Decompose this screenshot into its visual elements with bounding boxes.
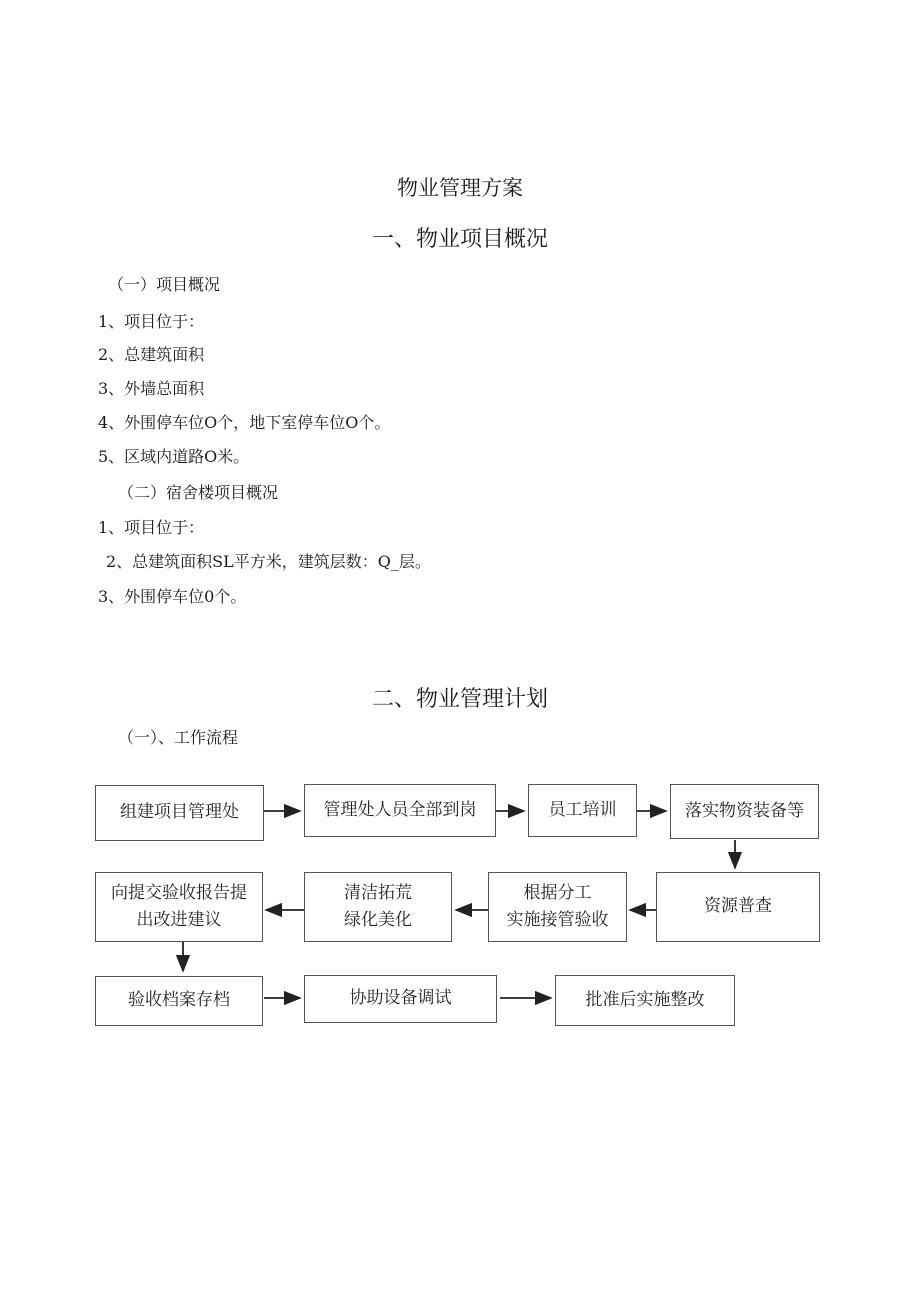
flow-step-label: 协助设备调试	[349, 988, 452, 1009]
flow-step-label: 清洁拓荒	[344, 882, 412, 903]
list-item: 3、外墙总面积	[98, 379, 205, 398]
section1-sub1-heading: （一）项目概况	[108, 275, 221, 294]
flow-step-label: 批准后实施整改	[585, 989, 705, 1010]
flow-step-setup-office	[95, 785, 264, 841]
flow-step-staff-training	[528, 784, 637, 837]
section1-sub2-heading: （二）宿舍楼项目概况	[118, 483, 279, 502]
flow-step-takeover-inspection	[488, 872, 627, 942]
list-item: 2、总建筑面积	[98, 345, 205, 364]
flow-step-submit-report	[95, 872, 263, 942]
section2-sub1-heading: （一）、工作流程	[118, 728, 239, 747]
flow-step-label: 出改进建议	[136, 910, 222, 930]
list-item: 3、外围停车位0个。	[98, 587, 247, 606]
flow-step-equipment-debug	[304, 975, 497, 1023]
flow-step-label: 向提交验收报告提	[111, 882, 247, 903]
list-item: 4、外围停车位O个，地下室停车位O个。	[98, 413, 391, 432]
flow-step-equipment	[670, 784, 819, 839]
list-item: 5、区域内道路O米。	[98, 447, 250, 466]
flow-step-label: 根据分工	[523, 882, 592, 903]
document-title: 物业管理方案	[397, 176, 523, 200]
section2-heading: 二、物业管理计划	[371, 687, 548, 712]
flow-step-label: 实施接管验收	[506, 910, 609, 930]
flow-step-label: 落实物资装备等	[685, 800, 804, 821]
flow-step-label: 组建项目管理处	[120, 802, 239, 823]
flow-step-staff-onboard	[304, 784, 496, 837]
flow-step-label: 绿化美化	[344, 910, 412, 930]
flow-step-cleaning	[304, 872, 452, 942]
flow-step-label: 资源普查	[704, 896, 772, 917]
section1-heading: 一、物业项目概况	[371, 227, 548, 252]
flow-step-label: 管理处人员全部到岗	[323, 799, 477, 820]
flow-step-resource-survey	[656, 872, 820, 942]
flow-step-label: 验收档案存档	[128, 990, 230, 1011]
flow-step-label: 员工培训	[548, 799, 617, 820]
flow-step-archive	[95, 976, 263, 1026]
list-item: 2、总建筑面积SL平方米，建筑层数：Q_层。	[106, 552, 431, 571]
flow-step-rectification	[555, 975, 735, 1026]
list-item: 1、项目位于：	[98, 518, 205, 537]
list-item: 1、项目位于：	[98, 312, 205, 331]
